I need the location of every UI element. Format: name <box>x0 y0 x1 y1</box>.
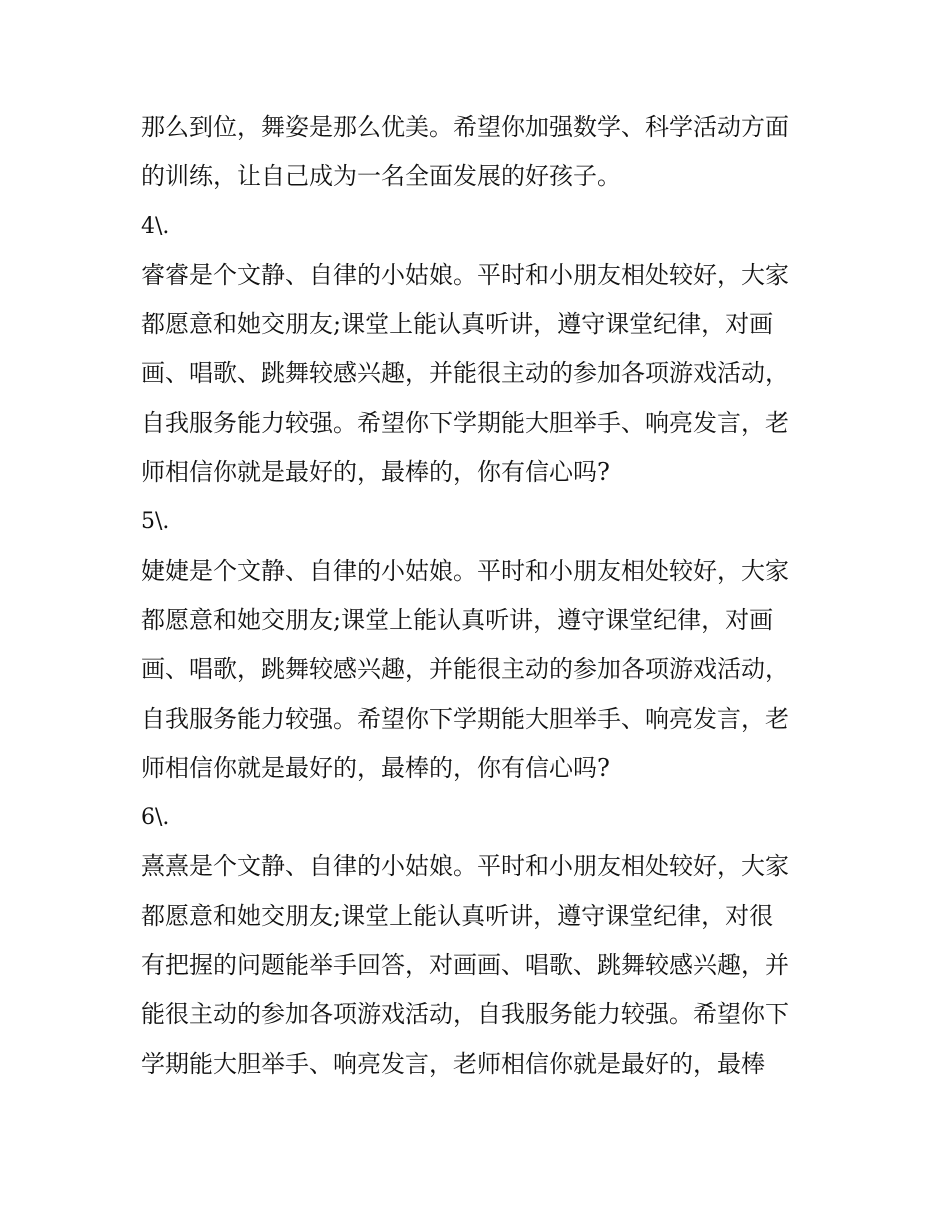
text-line: 有把握的问题能举手回答，对画画、唱歌、跳舞较感兴趣，并 <box>141 951 789 980</box>
text-line: 婕婕是个文静、自律的小姑娘。平时和小朋友相处较好，大家 <box>141 556 789 585</box>
document-body <box>141 103 821 1089</box>
text-line: 的训练，让自己成为一名全面发展的好孩子。 <box>141 162 621 191</box>
text-line: 师相信你就是最好的，最棒的，你有信心吗? <box>141 753 610 782</box>
text-line: 都愿意和她交朋友;课堂上能认真听讲，遵守课堂纪律，对画 <box>141 310 774 339</box>
text-line: 能很主动的参加各项游戏活动，自我服务能力较强。希望你下 <box>141 1000 789 1029</box>
item-number: 5\. <box>141 509 170 535</box>
text-line: 自我服务能力较强。希望你下学期能大胆举手、响亮发言，老 <box>141 704 789 733</box>
text-line: 画、唱歌，跳舞较感兴趣，并能很主动的参加各项游戏活动， <box>141 655 789 684</box>
text-line: 都愿意和她交朋友;课堂上能认真听讲，遵守课堂纪律，对画 <box>141 605 774 634</box>
item-number: 4\. <box>141 213 170 239</box>
text-line: 那么到位，舞姿是那么优美。希望你加强数学、科学活动方面 <box>141 113 789 141</box>
text-line: 自我服务能力较强。希望你下学期能大胆举手、响亮发言，老 <box>141 408 789 437</box>
text-line: 师相信你就是最好的，最棒的，你有信心吗? <box>141 458 610 487</box>
item-number: 6\. <box>141 805 170 831</box>
text-line: 画、唱歌、跳舞较感兴趣，并能很主动的参加各项游戏活动， <box>141 359 789 388</box>
text-line: 睿睿是个文静、自律的小姑娘。平时和小朋友相处较好，大家 <box>141 260 789 289</box>
text-line: 都愿意和她交朋友;课堂上能认真听讲，遵守课堂纪律，对很 <box>141 901 774 930</box>
text-line: 学期能大胆举手、响亮发言，老师相信你就是最好的，最棒 <box>141 1049 765 1078</box>
text-line: 熹熹是个文静、自律的小姑娘。平时和小朋友相处较好，大家 <box>141 852 789 881</box>
